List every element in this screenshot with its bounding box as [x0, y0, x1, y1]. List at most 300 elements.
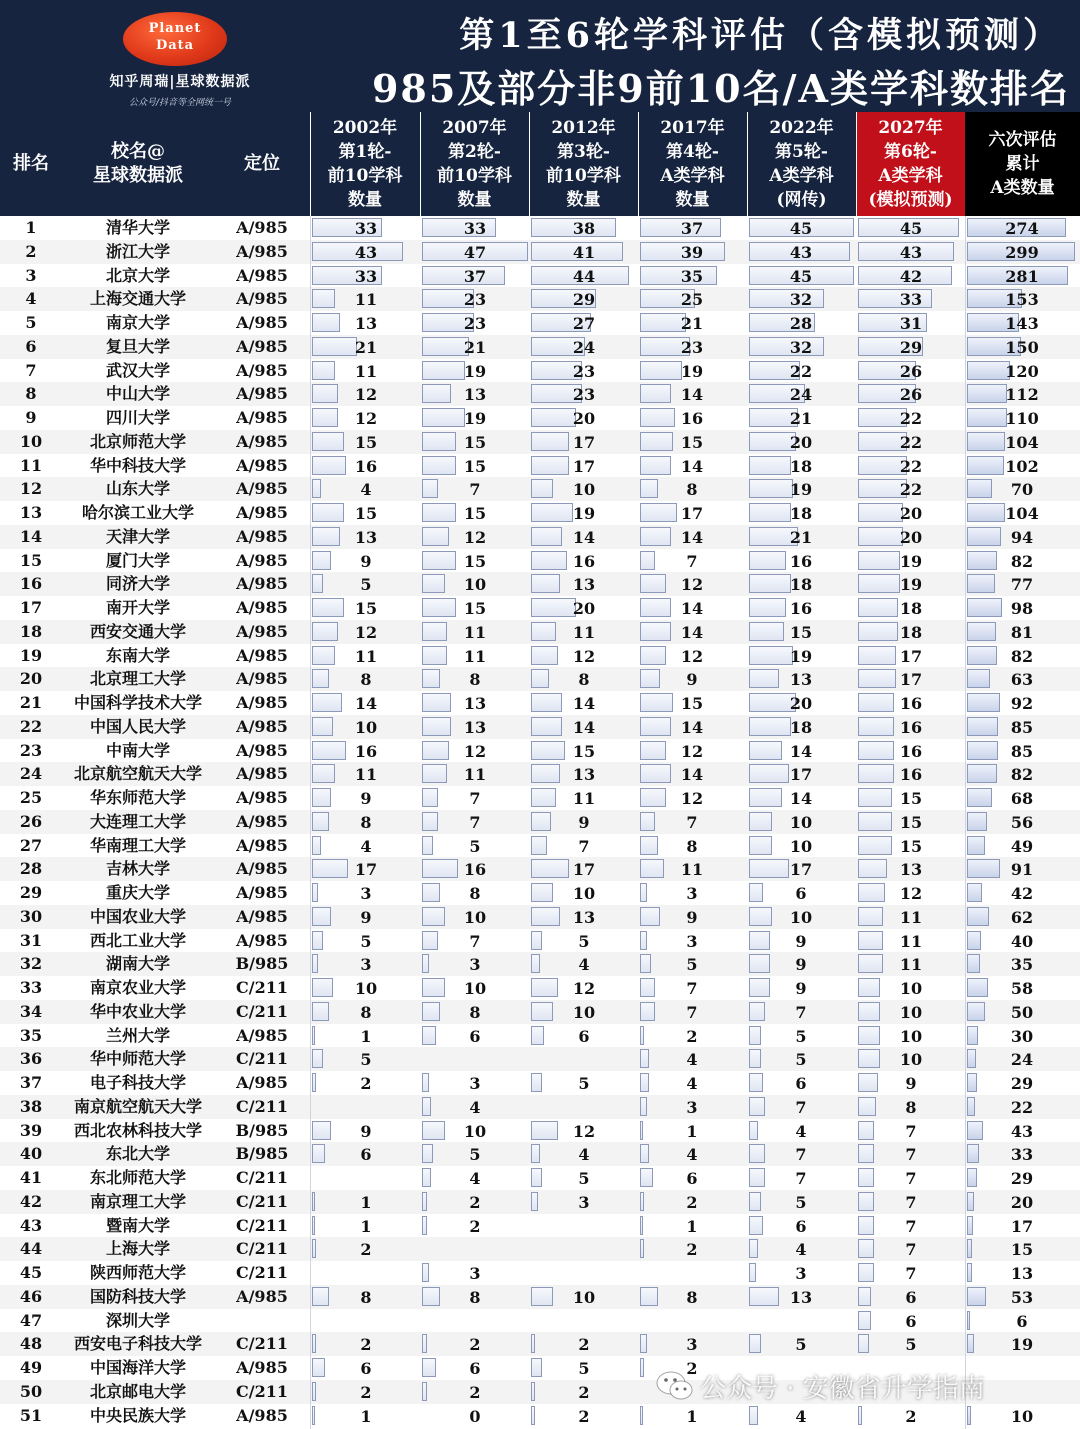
r5-value-bar — [749, 883, 763, 902]
table-row — [0, 929, 1080, 953]
r2-value-bar — [422, 1097, 431, 1116]
r5-value-label: 9 — [795, 979, 807, 998]
r5-value-bar — [749, 1049, 761, 1068]
total-value-label: 150 — [1005, 337, 1039, 357]
school-name-cell: 中南大学 — [105, 740, 170, 760]
r1-value-label: 5 — [360, 575, 372, 595]
r5-value-label: 22 — [789, 361, 813, 381]
r1-value-bar — [312, 289, 335, 308]
r6-value-label: 10 — [899, 1002, 923, 1022]
r2-value-bar — [422, 574, 445, 593]
r1-value-label: 1 — [360, 1026, 372, 1046]
total-value-bar — [967, 954, 980, 973]
r1-value-bar — [312, 836, 321, 855]
r3-value-label: 12 — [572, 1121, 596, 1141]
total-value-bar — [967, 931, 981, 950]
r4-value-bar — [640, 812, 655, 831]
r5-value-bar — [749, 1406, 758, 1425]
r1-value-label: 2 — [360, 1240, 372, 1260]
r6-value-label: 10 — [899, 979, 923, 998]
r2-value-label: 8 — [469, 1002, 481, 1022]
r3-value-label: 29 — [572, 290, 596, 310]
rank-cell: 9 — [25, 408, 37, 427]
r4-value-label: 1 — [686, 1406, 698, 1426]
r4-value-label: 19 — [680, 361, 704, 381]
total-value-bar — [967, 717, 998, 736]
r3-value-label: 5 — [578, 931, 590, 951]
rank-cell: 1 — [25, 218, 37, 237]
r4-value-label: 12 — [680, 646, 704, 666]
position-cell: B/985 — [235, 1120, 289, 1140]
r4-value-bar — [640, 479, 658, 498]
position-cell: A/985 — [236, 764, 288, 784]
header-divider — [747, 112, 748, 216]
r6-value-label: 22 — [899, 432, 923, 452]
position-cell: A/985 — [236, 408, 288, 427]
total-value-label: 120 — [1005, 361, 1039, 381]
r1-value-bar — [312, 669, 329, 688]
total-value-bar — [967, 741, 998, 760]
table-row — [0, 1071, 1080, 1095]
r5-value-label: 17 — [789, 765, 813, 785]
school-name-cell: 南京农业大学 — [89, 978, 186, 997]
r1-value-bar — [312, 954, 318, 973]
r5-value-label: 16 — [789, 599, 813, 618]
r6-value-label: 45 — [899, 219, 923, 238]
r1-value-label: 15 — [354, 432, 378, 452]
rank-cell: 39 — [19, 1120, 43, 1140]
table-row — [0, 477, 1080, 501]
header-divider — [310, 112, 311, 216]
r1-value-bar — [312, 1192, 315, 1211]
r2-value-label: 13 — [463, 694, 487, 713]
r5-value-label: 28 — [789, 314, 813, 333]
r3-value-bar — [531, 836, 547, 855]
r4-value-label: 14 — [680, 385, 704, 405]
r1-value-bar — [312, 479, 321, 498]
school-name-cell: 南京理工大学 — [89, 1191, 186, 1211]
rank-cell: 7 — [25, 360, 37, 380]
rank-cell: 37 — [19, 1073, 43, 1092]
position-cell: C/211 — [236, 1263, 288, 1282]
total-value-bar — [967, 1287, 986, 1306]
r5-value-label: 14 — [789, 741, 813, 761]
r6-value-label: 16 — [899, 765, 923, 785]
rank-cell: 21 — [19, 693, 43, 712]
r2-value-label: 10 — [463, 1121, 487, 1141]
rank-cell: 24 — [19, 764, 43, 784]
r4-value-label: 5 — [686, 955, 698, 975]
table-row — [0, 1000, 1080, 1024]
r1-value-bar — [312, 764, 335, 783]
r5-value-label: 18 — [789, 575, 813, 595]
r2-value-bar — [422, 1144, 433, 1163]
r6-value-bar — [858, 1311, 871, 1330]
r2-value-label: 19 — [463, 409, 487, 428]
column-divider — [965, 216, 966, 1429]
r4-value-label: 4 — [686, 1145, 698, 1165]
total-value-label: 49 — [1010, 836, 1034, 856]
rank-cell: 5 — [25, 313, 37, 332]
position-cell: C/211 — [236, 1215, 288, 1235]
r4-value-label: 21 — [680, 314, 704, 333]
total-value-bar — [967, 1097, 975, 1116]
r3-value-label: 41 — [572, 242, 596, 262]
r5-value-label: 21 — [789, 527, 813, 547]
brand-note: 公众号/抖音等全网统一号 — [128, 98, 232, 108]
r5-value-label: 21 — [789, 409, 813, 428]
r3-value-label: 14 — [572, 527, 596, 547]
r1-value-bar — [312, 622, 338, 641]
r1-value-label: 10 — [354, 717, 378, 737]
rank-cell: 14 — [19, 526, 43, 546]
r1-value-bar — [312, 1026, 315, 1045]
position-cell: C/211 — [236, 1096, 288, 1116]
r6-value-label: 13 — [899, 860, 923, 880]
r5-value-label: 14 — [789, 789, 813, 808]
r6-value-label: 26 — [899, 385, 923, 405]
r2-value-label: 8 — [469, 884, 481, 903]
rank-cell: 47 — [19, 1310, 43, 1330]
r4-value-label: 15 — [680, 694, 704, 713]
r4-value-bar — [640, 1049, 649, 1068]
r6-value-bar — [858, 954, 883, 973]
rank-cell: 31 — [19, 930, 43, 950]
r2-value-bar — [422, 717, 451, 736]
r1-value-label: 9 — [360, 789, 372, 808]
total-value-label: 62 — [1010, 907, 1034, 927]
total-value-bar — [967, 1263, 972, 1282]
r3-value-bar — [531, 1168, 542, 1187]
total-value-bar — [967, 764, 997, 783]
total-value-label: 82 — [1010, 551, 1034, 571]
position-cell: A/985 — [236, 574, 288, 594]
r4-value-label: 3 — [686, 931, 698, 951]
r4-value-label: 7 — [686, 551, 698, 571]
r2-value-label: 7 — [469, 931, 481, 951]
r1-value-bar — [312, 1382, 316, 1401]
position-cell: C/211 — [236, 978, 288, 997]
r2-value-bar — [422, 1192, 427, 1211]
rank-cell: 19 — [19, 645, 43, 665]
position-cell: A/985 — [236, 788, 288, 807]
rank-cell: 45 — [19, 1263, 43, 1282]
school-name-cell: 西北工业大学 — [89, 930, 186, 950]
r6-value-label: 6 — [905, 1287, 917, 1307]
r2-value-label: 2 — [469, 1335, 481, 1355]
r3-value-label: 6 — [578, 1026, 590, 1046]
position-cell: A/985 — [236, 906, 288, 926]
r2-value-bar — [422, 646, 447, 665]
r6-value-bar — [858, 1073, 878, 1092]
table-row — [0, 287, 1080, 311]
r2-value-bar — [422, 693, 451, 712]
total-value-bar — [967, 1239, 972, 1258]
r1-value-bar — [312, 432, 344, 451]
r2-value-label: 5 — [469, 836, 481, 856]
total-value-bar — [967, 978, 988, 997]
r1-value-label: 3 — [360, 955, 372, 975]
table-row — [0, 1261, 1080, 1285]
r2-value-label: 15 — [463, 599, 487, 618]
r4-value-label: 7 — [686, 1002, 698, 1022]
table-row — [0, 1237, 1080, 1261]
r2-value-bar — [422, 812, 438, 831]
school-name-cell: 中国海洋大学 — [89, 1358, 186, 1377]
r6-value-label: 20 — [899, 504, 923, 523]
rank-cell: 16 — [19, 574, 43, 594]
total-value-bar — [967, 669, 990, 688]
table-row — [0, 1095, 1080, 1119]
r5-value-label: 20 — [789, 694, 813, 713]
r4-value-bar — [640, 669, 660, 688]
r2-value-bar — [422, 1334, 427, 1353]
position-cell: A/985 — [236, 740, 288, 760]
total-value-label: 70 — [1010, 480, 1034, 500]
total-value-bar — [967, 812, 987, 831]
r4-value-label: 39 — [680, 242, 704, 262]
r5-value-bar — [749, 1121, 758, 1140]
rank-cell: 17 — [19, 598, 43, 617]
r2-value-bar — [422, 741, 449, 760]
r3-value-label: 13 — [572, 907, 596, 927]
r4-value-label: 4 — [686, 1074, 698, 1093]
rank-cell: 42 — [19, 1191, 43, 1211]
header-name: 校名@ 星球数据派 — [93, 141, 183, 186]
r4-value-bar — [640, 788, 666, 807]
total-value-label: 58 — [1010, 979, 1034, 998]
r6-value-label: 31 — [899, 314, 923, 333]
r1-value-label: 13 — [354, 527, 378, 547]
r3-value-label: 11 — [572, 622, 596, 642]
r6-value-label: 18 — [899, 599, 923, 618]
r2-value-label: 2 — [469, 1382, 481, 1402]
table-row — [0, 1285, 1080, 1309]
r1-value-label: 9 — [360, 1121, 372, 1141]
school-name-cell: 四川大学 — [105, 408, 170, 427]
r6-value-bar — [858, 883, 885, 902]
table-row — [0, 1142, 1080, 1166]
table-row — [0, 739, 1080, 763]
r1-value-label: 2 — [360, 1382, 372, 1402]
school-name-cell: 清华大学 — [105, 218, 170, 237]
total-value-label: 56 — [1010, 812, 1034, 832]
r6-value-label: 7 — [905, 1240, 917, 1260]
rank-cell: 46 — [19, 1286, 43, 1306]
r5-value-bar — [749, 1073, 763, 1092]
table-row — [0, 952, 1080, 976]
r1-value-bar — [312, 1073, 316, 1092]
r2-value-label: 5 — [469, 1145, 481, 1165]
total-value-bar — [967, 1311, 970, 1330]
position-cell: A/985 — [236, 289, 288, 309]
r4-value-label: 16 — [680, 409, 704, 428]
r6-value-bar — [858, 1239, 874, 1258]
r4-value-label: 4 — [686, 1050, 698, 1070]
r6-value-label: 11 — [899, 931, 923, 951]
r3-value-label: 2 — [578, 1335, 590, 1355]
page-title-line-1: 第1至6轮学科评估（含模拟预测） — [459, 15, 1062, 56]
school-name-cell: 西北农林科技大学 — [73, 1120, 202, 1140]
r2-value-bar — [422, 669, 440, 688]
position-cell: C/211 — [236, 1381, 288, 1401]
r3-value-label: 23 — [572, 385, 596, 405]
r3-value-bar — [531, 1358, 542, 1377]
rank-cell: 36 — [19, 1049, 43, 1069]
r3-value-bar — [531, 1192, 538, 1211]
rank-cell: 34 — [19, 1001, 43, 1021]
r1-value-bar — [312, 384, 338, 403]
r5-value-label: 13 — [789, 670, 813, 690]
school-name-cell: 北京理工大学 — [89, 669, 186, 689]
r3-value-label: 20 — [572, 599, 596, 618]
table-row — [0, 549, 1080, 573]
table-row — [0, 311, 1080, 335]
total-value-label: 104 — [1005, 432, 1039, 452]
r2-value-bar — [422, 1382, 427, 1401]
header-rank: 排名 — [13, 153, 49, 174]
total-value-label: 81 — [1010, 622, 1034, 642]
r1-value-bar — [312, 503, 344, 522]
r2-value-label: 2 — [469, 1216, 481, 1236]
r3-value-bar — [531, 1406, 535, 1425]
r1-value-bar — [312, 812, 329, 831]
r2-value-bar — [422, 1002, 440, 1021]
school-name-cell: 兰州大学 — [105, 1025, 170, 1045]
r5-value-label: 24 — [789, 385, 813, 405]
r5-value-label: 32 — [789, 337, 813, 357]
r3-value-bar — [531, 1334, 535, 1353]
table-row — [0, 406, 1080, 430]
r5-value-label: 13 — [789, 1287, 813, 1307]
r2-value-label: 13 — [463, 717, 487, 737]
r1-value-label: 8 — [360, 1002, 372, 1022]
total-value-bar — [967, 1168, 977, 1187]
r1-value-bar — [312, 693, 342, 712]
r1-value-label: 9 — [360, 907, 372, 927]
total-value-label: 85 — [1010, 717, 1034, 737]
r5-value-label: 5 — [795, 1050, 807, 1070]
r6-value-label: 12 — [899, 884, 923, 903]
school-name-cell: 哈尔滨工业大学 — [81, 503, 194, 522]
r6-value-label: 15 — [899, 789, 923, 808]
position-cell: A/985 — [236, 1073, 288, 1092]
r3-value-label: 13 — [572, 575, 596, 595]
table-row — [0, 525, 1080, 549]
table-row — [0, 1332, 1080, 1356]
position-cell — [214, 1309, 310, 1333]
r3-value-label: 8 — [578, 670, 590, 690]
rank-cell: 22 — [19, 716, 43, 736]
total-value-label: 20 — [1010, 1192, 1034, 1212]
r2-value-label: 47 — [463, 242, 487, 262]
r5-value-label: 45 — [789, 219, 813, 238]
r1-value-label: 4 — [360, 836, 372, 856]
r1-value-bar — [312, 1049, 323, 1068]
r6-value-label: 26 — [899, 361, 923, 381]
rank-cell: 8 — [25, 384, 37, 404]
table-row — [0, 691, 1080, 715]
r3-value-bar — [531, 527, 562, 546]
position-cell: A/985 — [236, 1405, 288, 1425]
r1-value-bar — [312, 646, 335, 665]
r4-value-bar — [640, 859, 664, 878]
school-name-cell: 暨南大学 — [105, 1215, 170, 1235]
position-cell: A/985 — [236, 693, 288, 712]
total-value-bar — [967, 788, 992, 807]
r2-value-label: 11 — [463, 622, 487, 642]
rank-cell: 48 — [19, 1334, 43, 1354]
r5-value-bar — [749, 1002, 765, 1021]
total-value-label: 104 — [1005, 504, 1039, 523]
total-value-label: 94 — [1010, 527, 1034, 547]
r1-value-label: 9 — [360, 551, 372, 571]
rank-cell: 29 — [19, 883, 43, 902]
r6-value-bar — [858, 1097, 876, 1116]
r3-value-label: 7 — [578, 836, 590, 856]
r6-value-label: 19 — [899, 551, 923, 571]
r2-value-label: 7 — [469, 789, 481, 808]
rank-cell: 3 — [25, 265, 37, 285]
r1-value-bar — [312, 1216, 315, 1235]
position-cell: A/985 — [236, 431, 288, 451]
position-cell: A/985 — [236, 598, 288, 617]
total-value-bar — [967, 551, 997, 570]
r4-value-bar — [640, 1168, 653, 1187]
rank-cell: 32 — [19, 954, 43, 974]
r4-value-label: 1 — [686, 1121, 698, 1141]
r5-value-label: 6 — [795, 884, 807, 903]
total-value-label: 92 — [1010, 694, 1034, 713]
total-value-bar — [967, 1026, 978, 1045]
school-name-cell: 华东师范大学 — [89, 788, 186, 807]
r1-value-bar — [312, 978, 333, 997]
total-value-label: 30 — [1010, 1026, 1034, 1046]
r1-value-label: 8 — [360, 670, 372, 690]
header-round-2: 2007年 第2轮- 前10学科 数量 — [437, 118, 512, 210]
r4-value-label: 2 — [686, 1026, 698, 1046]
school-name-cell: 上海大学 — [105, 1239, 170, 1259]
school-name-cell: 南京航空航天大学 — [73, 1096, 202, 1116]
r6-value-label: 7 — [905, 1216, 917, 1236]
r3-value-label: 14 — [572, 694, 596, 713]
total-value-label: 91 — [1010, 860, 1034, 880]
position-cell: A/985 — [236, 336, 288, 356]
rank-cell: 38 — [19, 1096, 43, 1116]
r6-value-bar — [858, 1121, 874, 1140]
r4-value-bar — [640, 931, 647, 950]
r4-value-bar — [640, 741, 666, 760]
r1-value-label: 11 — [354, 765, 378, 785]
r6-value-label: 17 — [899, 670, 923, 690]
rank-cell: 18 — [19, 621, 43, 641]
school-name-cell: 西安交通大学 — [89, 621, 186, 641]
r3-value-bar — [531, 574, 560, 593]
r2-value-label: 10 — [463, 979, 487, 998]
r5-value-label: 4 — [795, 1240, 807, 1260]
r6-value-label: 16 — [899, 694, 923, 713]
position-cell: A/985 — [236, 1286, 288, 1306]
r1-value-label: 8 — [360, 812, 372, 832]
total-value-label: 50 — [1010, 1002, 1034, 1022]
school-name-cell: 东南大学 — [105, 645, 170, 665]
r2-value-label: 37 — [463, 266, 487, 286]
table-row — [0, 382, 1080, 406]
total-value-label: 77 — [1010, 575, 1034, 595]
rank-cell: 43 — [19, 1215, 43, 1235]
r6-value-label: 17 — [899, 646, 923, 666]
school-name-cell: 西安电子科技大学 — [73, 1334, 202, 1354]
